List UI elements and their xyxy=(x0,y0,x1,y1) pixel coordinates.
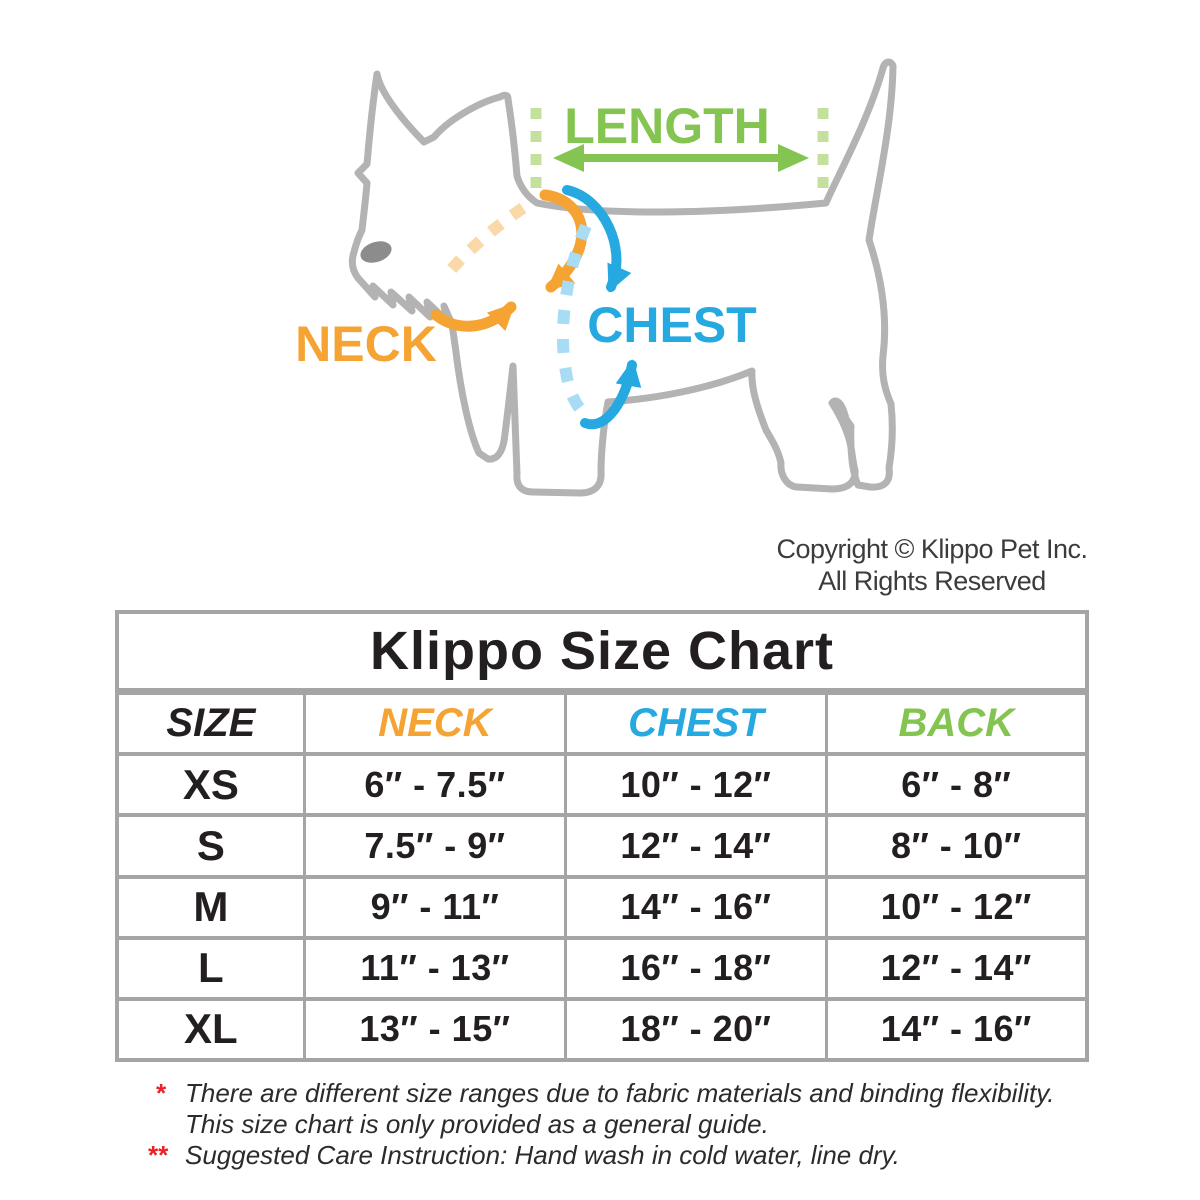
footnote-1-line1: There are different size ranges due to fabric materials and binding flexibility. xyxy=(185,1078,1055,1108)
row-l-size: L xyxy=(119,940,303,997)
row-xs-size: XS xyxy=(119,756,303,813)
row-xl-neck: 13″ - 15″ xyxy=(306,1001,564,1058)
length-arrowhead-right-icon xyxy=(778,144,809,172)
col-header-back: BACK xyxy=(828,695,1085,752)
row-m-chest: 14″ - 16″ xyxy=(567,879,824,936)
row-s-back: 8″ - 10″ xyxy=(828,817,1085,874)
footnote-1-spacer xyxy=(147,1109,185,1140)
table-title: Klippo Size Chart xyxy=(119,614,1085,691)
row-s-neck: 7.5″ - 9″ xyxy=(306,817,564,874)
copyright-line2: All Rights Reserved xyxy=(818,566,1046,596)
row-m-size: M xyxy=(119,879,303,936)
row-xl-size: XL xyxy=(119,1001,303,1058)
row-m-back: 10″ - 12″ xyxy=(828,879,1085,936)
row-xl-chest: 18″ - 20″ xyxy=(567,1001,824,1058)
neck-label: NECK xyxy=(295,316,437,372)
footnote-2-text: Suggested Care Instruction: Hand wash in cold water, line dry. xyxy=(185,1140,900,1170)
row-m-neck: 9″ - 11″ xyxy=(306,879,564,936)
footnote-2-marker: ** xyxy=(147,1140,168,1170)
row-xl-back: 14″ - 16″ xyxy=(828,1001,1085,1058)
length-label: LENGTH xyxy=(564,98,770,154)
footnote-1-line2: This size chart is only provided as a general guide. xyxy=(185,1109,769,1139)
col-header-neck: NECK xyxy=(306,695,564,752)
row-s-size: S xyxy=(119,817,303,874)
row-s-chest: 12″ - 14″ xyxy=(567,817,824,874)
row-l-back: 12″ - 14″ xyxy=(828,940,1085,997)
col-header-chest: CHEST xyxy=(567,695,824,752)
row-l-chest: 16″ - 18″ xyxy=(567,940,824,997)
chest-label: CHEST xyxy=(587,297,757,353)
row-xs-back: 6″ - 8″ xyxy=(828,756,1085,813)
size-table xyxy=(115,610,1089,1062)
copyright-line1: Copyright © Klippo Pet Inc. xyxy=(776,534,1088,564)
row-xs-neck: 6″ - 7.5″ xyxy=(306,756,564,813)
copyright-notice xyxy=(762,533,1102,597)
row-xs-chest: 10″ - 12″ xyxy=(567,756,824,813)
footnote-1-marker: * xyxy=(155,1078,166,1108)
footnotes xyxy=(147,1078,1097,1171)
col-header-size: SIZE xyxy=(119,695,303,752)
row-l-neck: 11″ - 13″ xyxy=(306,940,564,997)
